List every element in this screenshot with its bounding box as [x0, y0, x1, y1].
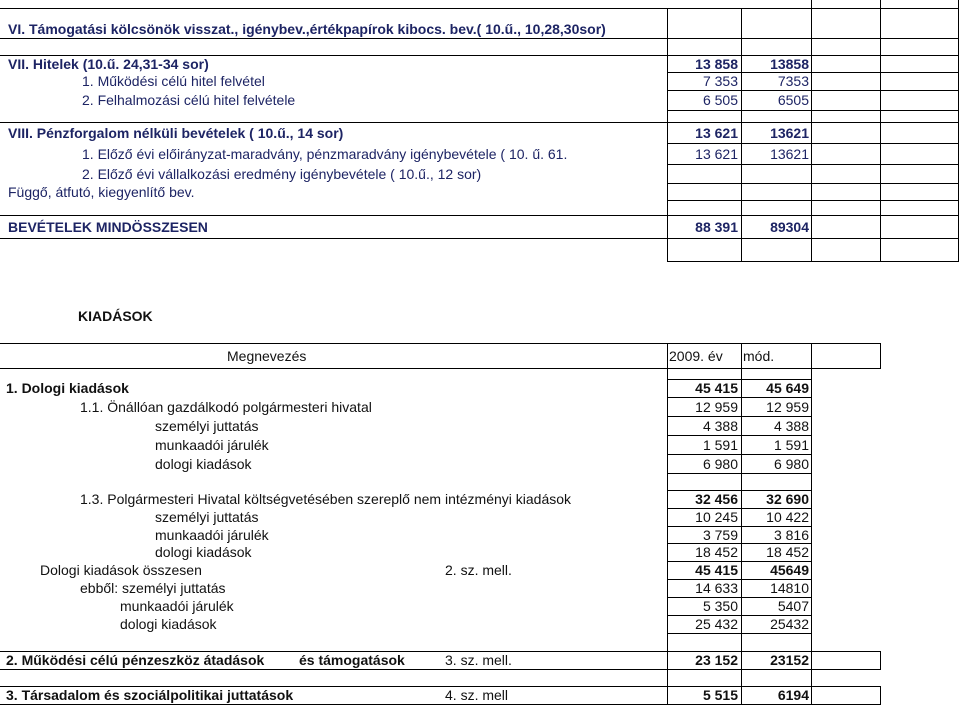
expense-row — [0, 597, 960, 615]
expense-subtotal-row — [0, 561, 960, 579]
row-label: 1.3. Polgármesteri Hivatal költségvetésében szereplő nem intézményi kiadások — [80, 491, 572, 507]
value-2009: 10 245 — [695, 509, 738, 525]
row-label: személyi juttatás — [155, 509, 259, 525]
value-2009: 6 505 — [702, 92, 738, 108]
expense-row — [0, 508, 960, 526]
value-modified: 25432 — [770, 616, 809, 632]
row-label-continued: és támogatások — [299, 652, 405, 668]
value-2009: 18 452 — [695, 544, 738, 560]
row-label: dologi kiadások — [120, 616, 217, 632]
revenue-row — [0, 8, 960, 38]
revenue-row — [0, 164, 960, 183]
header-year: 2009. év — [669, 347, 723, 364]
header-name: Megnevezés — [227, 347, 307, 364]
revenue-row — [0, 55, 960, 72]
value-2009: 14 633 — [695, 580, 738, 596]
value-2009: 6 980 — [702, 455, 738, 472]
section-title: KIADÁSOK — [78, 308, 153, 324]
expense-row — [0, 615, 960, 633]
grid-line — [0, 368, 881, 369]
expense-row — [0, 651, 960, 669]
row-label: személyi juttatás — [155, 417, 259, 434]
row-label: 2. Felhalmozási célú hitel felvétele — [82, 92, 296, 108]
row-label: 1. Működési célú hitel felvétel — [82, 73, 265, 89]
value-2009: 32 456 — [695, 491, 738, 507]
value-2009: 13 621 — [695, 145, 738, 162]
expense-row — [0, 543, 960, 561]
value-modified: 32 690 — [766, 491, 809, 507]
value-modified: 13858 — [770, 55, 809, 72]
expense-row — [0, 435, 960, 454]
value-2009: 1 591 — [702, 436, 738, 453]
value-modified: 6194 — [777, 687, 809, 703]
annex-reference: 3. sz. mell. — [445, 652, 512, 668]
expense-row — [0, 379, 960, 397]
revenue-row — [0, 143, 960, 164]
value-modified: 7353 — [777, 73, 809, 89]
grid-line — [667, 200, 959, 201]
value-2009: 25 432 — [695, 616, 738, 632]
row-label: dologi kiadások — [155, 455, 252, 472]
row-label: 2. Működési célú pénzeszköz átadások — [6, 652, 265, 668]
value-2009: 88 391 — [695, 218, 738, 235]
row-label: VIII. Pénzforgalom nélküli bevételek ( 10.ű., 14 sor) — [8, 124, 344, 141]
value-modified: 23152 — [770, 652, 809, 668]
value-2009: 3 759 — [702, 526, 738, 543]
revenue-total-row — [0, 215, 960, 238]
table-header — [0, 343, 960, 368]
grid-line — [667, 261, 959, 262]
value-modified: 18 452 — [766, 544, 809, 560]
value-2009: 12 959 — [695, 398, 738, 415]
value-modified: 6 980 — [773, 455, 809, 472]
expense-row — [0, 686, 960, 704]
value-2009: 45 415 — [695, 380, 738, 396]
value-modified: 12 959 — [766, 398, 809, 415]
value-2009: 4 388 — [702, 417, 738, 434]
value-modified: 6505 — [777, 92, 809, 108]
value-modified: 14810 — [770, 580, 809, 596]
annex-reference: 4. sz. mell — [445, 687, 509, 703]
value-modified: 10 422 — [766, 509, 809, 525]
value-2009: 7 353 — [702, 73, 738, 89]
expense-row — [0, 490, 960, 508]
revenue-row — [0, 90, 960, 110]
expense-row — [0, 526, 960, 543]
revenue-row — [0, 122, 960, 143]
row-label: Függő, átfutó, kiegyenlítő bev. — [8, 183, 195, 200]
row-label: 1. Előző évi előirányzat-maradvány, pénzmaradvány igénybevétele ( 10. ű. 61. — [82, 145, 568, 162]
row-label: BEVÉTELEK MINDÖSSZESEN — [8, 218, 208, 235]
annex-reference: 2. sz. mell. — [445, 562, 512, 578]
value-2009: 23 152 — [695, 652, 738, 668]
row-label: VI. Támogatási kölcsönök visszat., igénybev.,értékpapírok kibocs. bev.( 10.ű., 10,28,30sor) — [8, 21, 606, 37]
grid-line — [667, 633, 812, 634]
row-label: VII. Hitelek (10.ű. 24,31-34 sor) — [8, 55, 209, 72]
row-label: 3. Társadalom és szociálpolitikai juttatások — [6, 687, 294, 703]
expense-row — [0, 579, 960, 597]
value-modified: 13621 — [770, 145, 809, 162]
revenue-row — [0, 183, 960, 200]
value-modified: 89304 — [770, 218, 809, 235]
grid-line — [667, 110, 959, 111]
value-2009: 5 515 — [702, 687, 738, 703]
value-modified: 13621 — [770, 124, 809, 141]
row-label: 1.1. Önállóan gazdálkodó polgármesteri hivatal — [80, 398, 372, 415]
value-modified: 4 388 — [773, 417, 809, 434]
expense-row — [0, 416, 960, 435]
value-modified: 1 591 — [773, 436, 809, 453]
row-label: dologi kiadások — [155, 544, 252, 560]
value-modified: 3 816 — [773, 526, 809, 543]
value-2009: 5 350 — [702, 598, 738, 614]
row-label: 2. Előző évi vállalkozási eredmény igénybevétele ( 10.ű., 12 sor) — [82, 165, 482, 182]
expense-row — [0, 397, 960, 416]
expense-row — [0, 454, 960, 473]
value-2009: 13 621 — [695, 124, 738, 141]
row-label: Dologi kiadások összesen — [40, 562, 202, 578]
row-label: munkaadói járulék — [155, 526, 269, 543]
grid-line — [0, 38, 959, 39]
row-label: ebből: személyi juttatás — [80, 580, 226, 596]
row-label: munkaadói járulék — [120, 598, 234, 614]
value-2009: 45 415 — [695, 562, 738, 578]
value-modified: 45 649 — [766, 380, 809, 396]
row-label: munkaadói járulék — [155, 436, 269, 453]
grid-line — [667, 473, 812, 474]
grid-line — [0, 238, 959, 239]
value-modified: 45649 — [770, 562, 809, 578]
value-2009: 13 858 — [695, 55, 738, 72]
revenue-row — [0, 72, 960, 90]
grid-line — [0, 704, 881, 705]
row-label: 1. Dologi kiadások — [6, 380, 129, 396]
grid-line — [0, 669, 881, 670]
header-modified: mód. — [743, 347, 775, 364]
value-modified: 5407 — [777, 598, 809, 614]
